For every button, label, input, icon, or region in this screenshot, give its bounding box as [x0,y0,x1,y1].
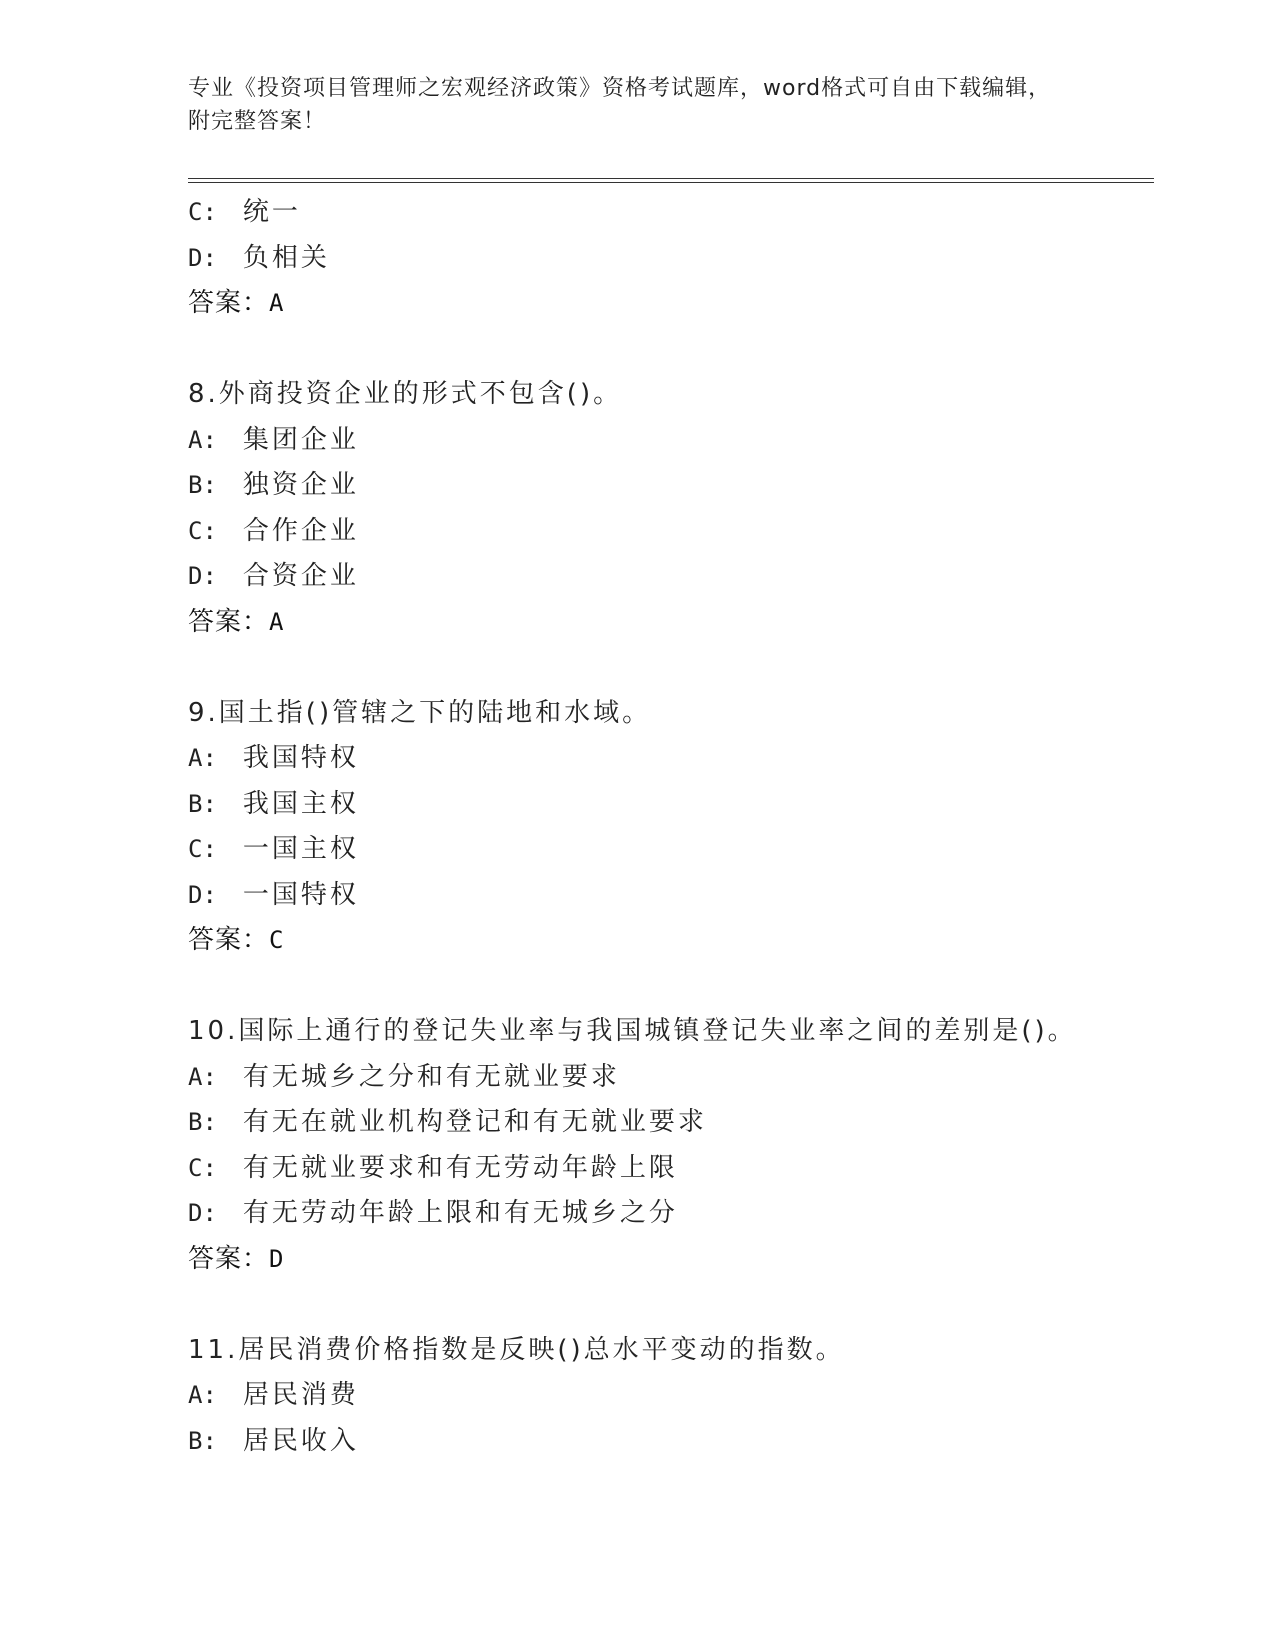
document-header [188,72,1068,138]
option-c: C: 统一 [188,197,301,227]
option-a: A: 我国特权 [188,743,359,773]
question-list [188,190,1148,1464]
answer-line: 答案：A [188,288,285,318]
option-d: D: 负相关 [188,242,330,273]
option-d: D: 合资企业 [188,561,359,591]
header-title: 专业《投资项目管理师之宏观经济政策》资格考试题库，word格式可自由下载编辑，附完整答案！ [188,76,1052,134]
option-d: D: 有无劳动年龄上限和有无城乡之分 [188,1198,678,1228]
header-rule-bottom [188,182,1154,183]
option-c: C: 合作企业 [188,515,359,546]
option-b: B: 有无在就业机构登记和有无就业要求 [188,1107,707,1137]
option-b: B: 我国主权 [188,788,359,819]
option-a: A: 集团企业 [188,424,359,455]
question-stem: 9.国土指()管辖之下的陆地和水域。 [188,697,652,728]
option-b: B: 居民收入 [188,1425,359,1456]
question-stem: 10.国际上通行的登记失业率与我国城镇登记失业率之间的差别是()。 [188,1016,1077,1046]
option-c: C: 一国主权 [188,834,359,864]
answer-line: 答案：A [188,606,285,637]
question-stem: 8.外商投资企业的形式不包含()。 [188,379,623,409]
option-a: A: 居民消费 [188,1380,359,1410]
header-rule-top [188,178,1154,179]
option-d: D: 一国特权 [188,879,359,910]
question-stem: 11.居民消费价格指数是反映()总水平变动的指数。 [188,1334,845,1365]
option-a: A: 有无城乡之分和有无就业要求 [188,1061,620,1092]
answer-line: 答案：D [188,1243,285,1274]
answer-line: 答案：C [188,925,285,955]
option-b: B: 独资企业 [188,470,359,500]
option-c: C: 有无就业要求和有无劳动年龄上限 [188,1152,678,1183]
